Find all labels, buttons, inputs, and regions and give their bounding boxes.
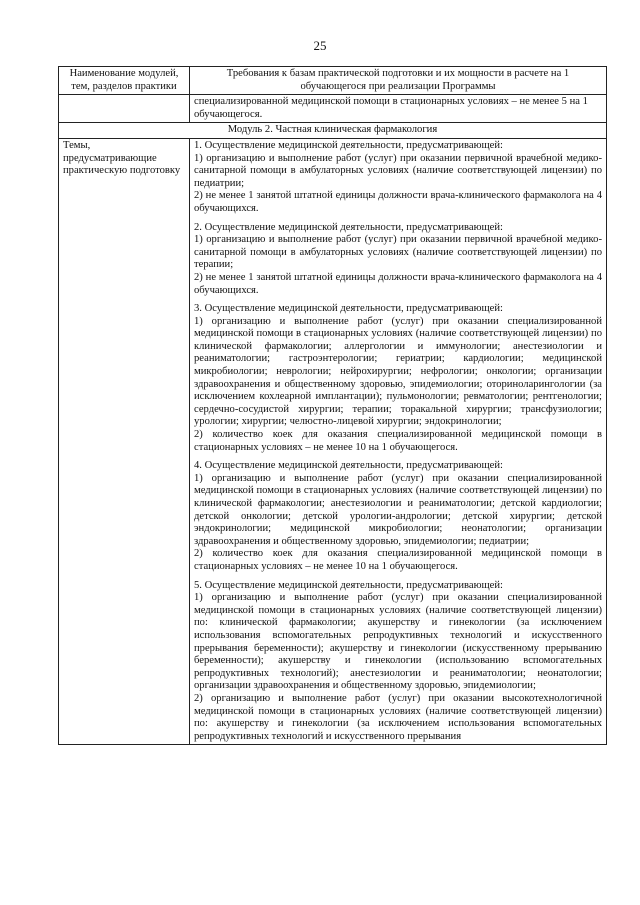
requirement-item: 1) организацию и выполнение работ (услуг) при оказании первичной врачебной медико-санитарной помощи в амбулаторных условиях (наличие соответствующей лицензии) по педиатрии; <box>194 152 602 189</box>
requirement-heading: 3. Осуществление медицинской деятельности, предусматривающей: <box>194 303 503 315</box>
requirement-heading: 2. Осуществление медицинской деятельности, предусматривающей: <box>194 221 503 233</box>
module-title: Модуль 2. Частная клиническая фармакология <box>59 123 607 139</box>
continuation-row <box>59 95 607 123</box>
requirement-item: 2) организацию и выполнение работ (услуг) при оказании высокотехнологичной медицинской помощи в стационарных условиях (наличие соответствующей лицензии) по: акушерству и гинекологии (за исключением использования вспомогательных репродуктивных технологий и искусственного прерывания <box>194 692 602 742</box>
continuation-text: специализированной медицинской помощи в стационарных условиях – не менее 5 на 1 обучающегося. <box>190 95 607 123</box>
header-col-modules: Наименование модулей, тем, разделов практики <box>59 67 190 95</box>
requirement-block <box>194 460 602 573</box>
requirement-block <box>194 140 602 216</box>
requirement-heading: 1. Осуществление медицинской деятельности, предусматривающей: <box>194 139 503 151</box>
requirement-item: 2) количество коек для оказания специализированной медицинской помощи в стационарных условиях – не менее 10 на 1 обучающегося. <box>194 548 602 572</box>
requirement-block <box>194 303 602 454</box>
requirement-item: 2) не менее 1 занятой штатной единицы должности врача-клинического фармаколога на 4 обучающихся. <box>194 190 602 214</box>
continuation-left-cell <box>59 95 190 123</box>
requirements-table <box>58 66 607 745</box>
requirement-item: 1) организацию и выполнение работ (услуг) при оказании первичной врачебной медико-санитарной помощи в амбулаторных условиях (наличие соответствующей лицензии) по терапии; <box>194 234 602 271</box>
header-col-requirements: Требования к базам практической подготовки и их мощности в расчете на 1 обучающегося при реализации Программы <box>190 67 607 95</box>
page-number: 25 <box>313 38 327 53</box>
requirement-item: 2) количество коек для оказания специализированной медицинской помощи в стационарных условиях – не менее 10 на 1 обучающегося. <box>194 429 602 453</box>
table-header-row <box>59 67 607 95</box>
requirement-heading: 4. Осуществление медицинской деятельности, предусматривающей: <box>194 460 503 472</box>
topics-row <box>59 138 607 744</box>
requirement-block <box>194 222 602 298</box>
requirement-heading: 5. Осуществление медицинской деятельности, предусматривающей: <box>194 579 503 591</box>
requirement-block <box>194 580 602 744</box>
requirement-item: 1) организацию и выполнение работ (услуг) при оказании специализированной медицинской помощи в стационарных условиях (наличие соответствующей лицензии) по клинической фармакологии; анестезиологии и реаниматологии; детской кардиологии; детской онкологии; детской урологии-андрологии; детской хирургии; детской эндокринологии; медицинской микробиологии; неонатологии; организации здравоохранения и общественному здоровью, эпидемиологии; педиатрии; <box>194 472 602 547</box>
section-label: Темы, предусматривающие практическую подготовку <box>59 138 190 744</box>
requirements-cell <box>190 138 607 744</box>
requirement-item: 1) организацию и выполнение работ (услуг) при оказании специализированной медицинской помощи в стационарных условиях (наличие соответствующей лицензии) по клинической фармакологии; аллергологии и иммунологии; анестезиологии и реаниматологии; гастроэнтерологии; гериатрии; кардиологии; медицинской микробиологии; неврологии; нейрохирургии; нефрологии; онкологии; организации здравоохранения и общественному здоровью, эпидемиологии; оториноларингологии (за исключением кохлеарной имплантации); пульмонологии; ревматологии; рентгенологии; сердечно-сосудистой хирургии; терапии; торакальной хирургии; трансфузиологии; урологии; хирургии; челюстно-лицевой хирургии; эндокринологии; <box>194 315 602 428</box>
requirement-item: 1) организацию и выполнение работ (услуг) при оказании специализированной медицинской помощи в стационарных условиях (наличие соответствующей лицензии) по: клинической фармакологии; акушерству и гинекологии (за исключением использования вспомогательных репродуктивных технологий и искусственного прерывания беременности); акушерству и гинекологии (искусственному прерыванию беременности); акушерству и гинекологии (использованию вспомогательных репродуктивных технологий); анестезиологии и реаниматологии; неонатологии; организации здравоохранения и общественному здоровью, эпидемиологии; <box>194 592 602 692</box>
requirement-item: 2) не менее 1 занятой штатной единицы должности врача-клинического фармаколога на 4 обучающихся. <box>194 271 602 296</box>
module-row <box>59 123 607 139</box>
